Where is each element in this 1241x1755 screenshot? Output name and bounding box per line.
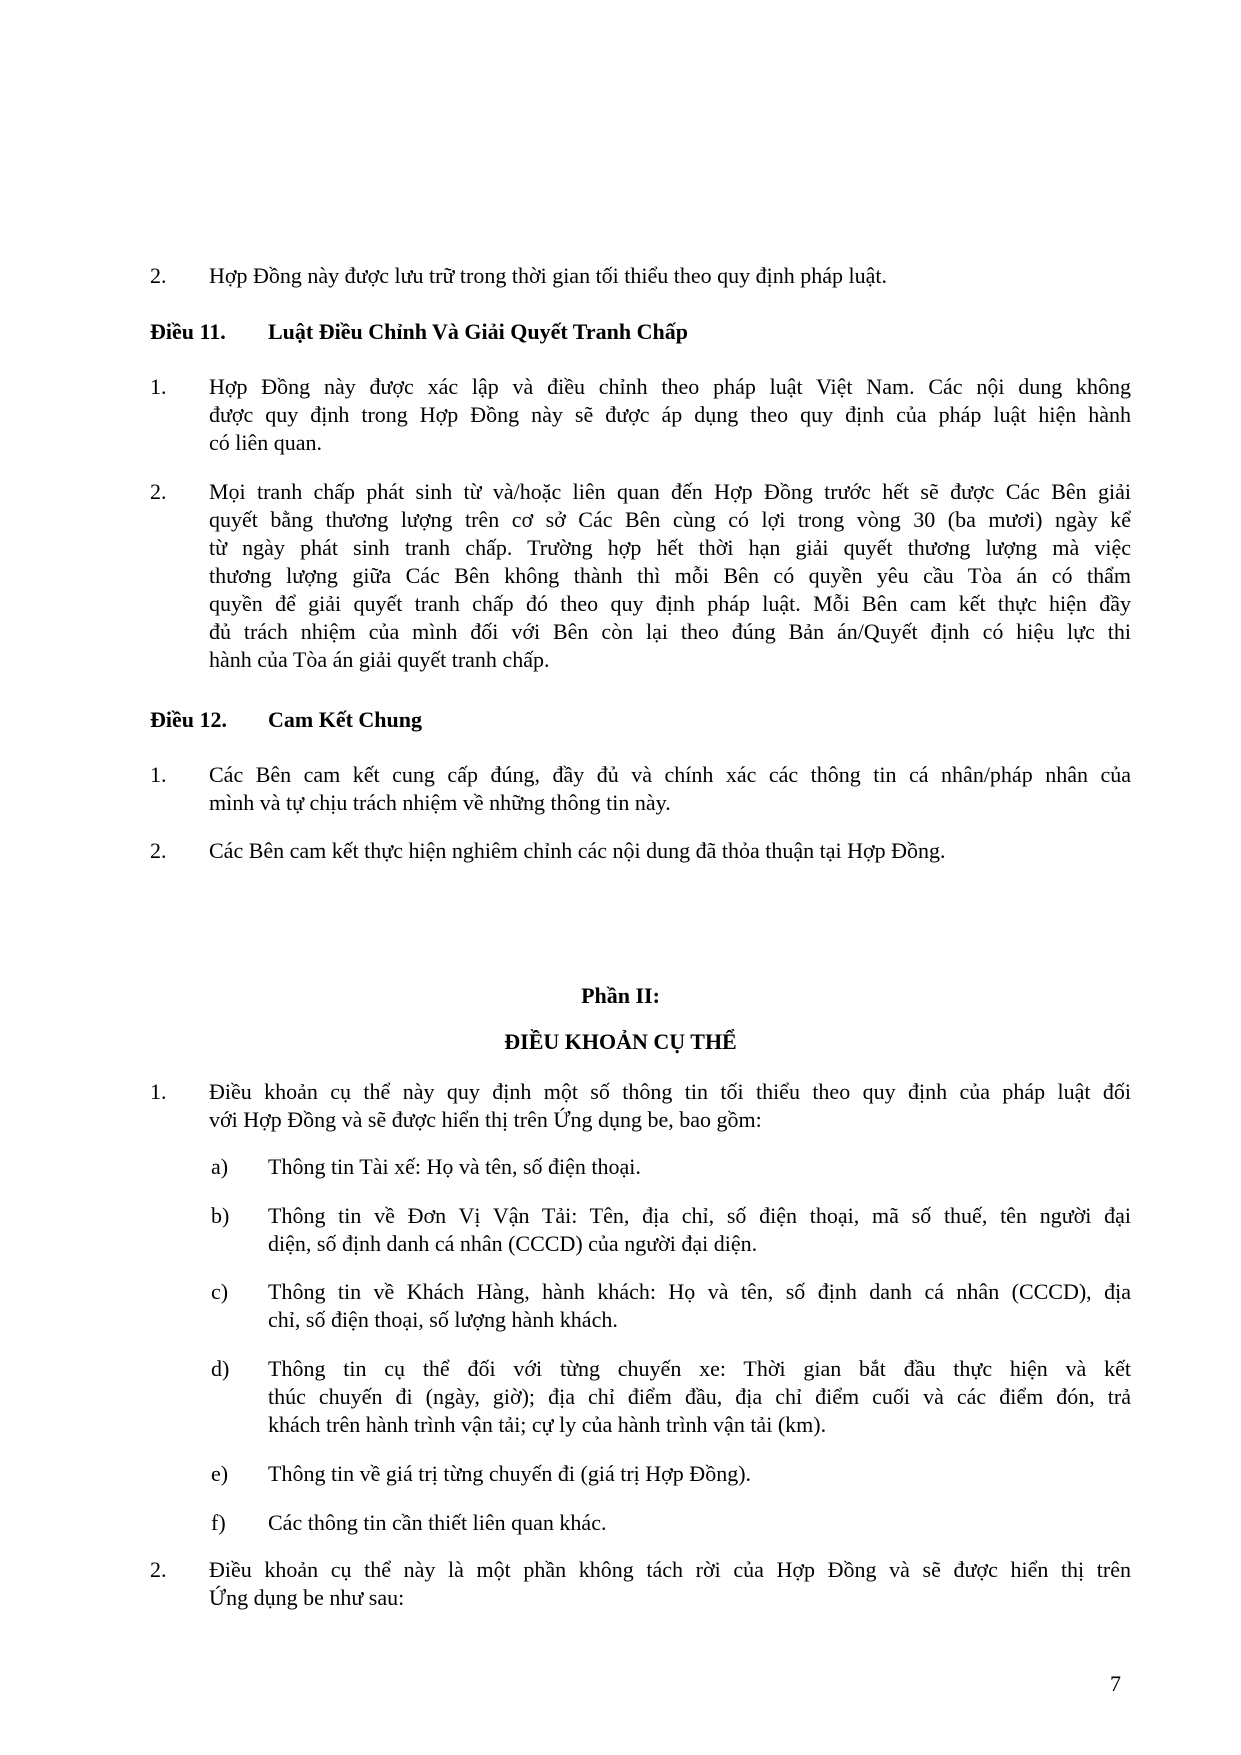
- text-line: Thông tin về Khách Hàng, hành khách: Họ và tên, số định danh cá nhân (CCCD), địa: [268, 1279, 1131, 1304]
- text-line: với Hợp Đồng và sẽ được hiển thị trên Ứng dụng be, bao gồm:: [209, 1107, 762, 1132]
- item-text: [268, 1153, 1131, 1181]
- item-number: 1.: [150, 762, 167, 787]
- text-line: Thông tin về giá trị từng chuyến đi (giá trị Hợp Đồng).: [268, 1461, 752, 1486]
- text-line: Thông tin cụ thể đối với từng chuyến xe: Thời gian bắt đầu thực hiện và kết: [268, 1356, 1131, 1381]
- text-line: Các Bên cam kết thực hiện nghiêm chỉnh các nội dung đã thỏa thuận tại Hợp Đồng.: [209, 838, 946, 863]
- item-number: e): [211, 1461, 229, 1486]
- text-line: Thông tin Tài xế: Họ và tên, số điện thoại.: [268, 1154, 641, 1179]
- text-line: có liên quan.: [209, 430, 323, 455]
- article-number: Điều 12.: [150, 707, 227, 732]
- text-line: diện, số định danh cá nhân (CCCD) của người đại diện.: [268, 1231, 758, 1256]
- text-line: thúc chuyến đi (ngày, giờ); địa chỉ điểm đầu, địa chỉ điểm cuối và các điểm đón, trả: [268, 1384, 1131, 1409]
- item-text: [268, 1355, 1131, 1439]
- item-text: [268, 1509, 1131, 1537]
- text-line: Hợp Đồng này được lưu trữ trong thời gian tối thiểu theo quy định pháp luật.: [209, 263, 888, 288]
- text-line: hành của Tòa án giải quyết tranh chấp.: [209, 647, 550, 672]
- text-line: thương lượng giữa Các Bên không thành thì mỗi Bên có quyền yêu cầu Tòa án có thẩm: [209, 563, 1131, 588]
- item-number: 2.: [150, 263, 167, 288]
- text-line: Điều khoản cụ thể này quy định một số thông tin tối thiểu theo quy định của pháp luật đối: [209, 1079, 1131, 1104]
- item-number: 1.: [150, 374, 167, 399]
- item-text: [268, 1460, 1131, 1488]
- item-text: [268, 1278, 1131, 1334]
- article-number: Điều 11.: [150, 319, 226, 344]
- text-line: quyền để giải quyết tranh chấp đó theo quy định pháp luật. Mỗi Bên cam kết thực hiện đầy: [209, 591, 1131, 616]
- text-line: Các thông tin cần thiết liên quan khác.: [268, 1510, 607, 1535]
- text-line: Thông tin về Đơn Vị Vận Tải: Tên, địa chỉ, số điện thoại, mã số thuế, tên người đại: [268, 1203, 1131, 1228]
- text-line: được quy định trong Hợp Đồng này sẽ được áp dụng theo quy định của pháp luật hiện hành: [209, 402, 1131, 427]
- item-number: 2.: [150, 838, 167, 863]
- item-text: [209, 262, 1131, 290]
- item-text: [209, 761, 1131, 817]
- item-text: [209, 1078, 1131, 1134]
- text-line: mình và tự chịu trách nhiệm về những thông tin này.: [209, 790, 671, 815]
- item-text: [209, 373, 1131, 457]
- text-line: từ ngày phát sinh tranh chấp. Trường hợp hết thời hạn giải quyết thương lượng mà việc: [209, 535, 1131, 560]
- text-line: chỉ, số điện thoại, số lượng hành khách.: [268, 1307, 618, 1332]
- item-number: c): [211, 1279, 229, 1304]
- text-line: quyết bằng thương lượng trên cơ sở Các Bên cùng có lợi trong vòng 30 (ba mươi) ngày kể: [209, 507, 1131, 532]
- item-text: [268, 1202, 1131, 1258]
- article-title: Cam Kết Chung: [268, 707, 423, 732]
- text-line: Điều khoản cụ thể này là một phần không tách rời của Hợp Đồng và sẽ được hiển thị trên: [209, 1557, 1131, 1582]
- item-number: 1.: [150, 1079, 167, 1104]
- item-text: [209, 478, 1131, 674]
- text-line: Hợp Đồng này được xác lập và điều chỉnh theo pháp luật Việt Nam. Các nội dung không: [209, 374, 1131, 399]
- text-line: Các Bên cam kết cung cấp đúng, đầy đủ và chính xác các thông tin cá nhân/pháp nhân của: [209, 762, 1131, 787]
- item-text: [209, 1556, 1131, 1612]
- item-text: [209, 837, 1131, 865]
- text-line: Ứng dụng be như sau:: [209, 1585, 405, 1610]
- part-label: Phần II:: [581, 983, 660, 1008]
- article-title: Luật Điều Chỉnh Và Giải Quyết Tranh Chấp: [268, 319, 688, 344]
- item-number: 2.: [150, 1557, 167, 1582]
- text-line: khách trên hành trình vận tải; cự ly của hành trình vận tải (km).: [268, 1412, 827, 1437]
- item-number: d): [211, 1356, 230, 1381]
- text-line: đủ trách nhiệm của mình đối với Bên còn lại theo đúng Bản án/Quyết định có hiệu lực thi: [209, 619, 1131, 644]
- part-title: ĐIỀU KHOẢN CỤ THỂ: [504, 1029, 737, 1054]
- item-number: b): [211, 1203, 230, 1228]
- text-line: Mọi tranh chấp phát sinh từ và/hoặc liên quan đến Hợp Đồng trước hết sẽ được Các Bên giải: [209, 479, 1131, 504]
- page-number: 7: [1110, 1671, 1121, 1696]
- item-number: 2.: [150, 479, 167, 504]
- item-number: f): [211, 1510, 226, 1535]
- item-number: a): [211, 1154, 229, 1179]
